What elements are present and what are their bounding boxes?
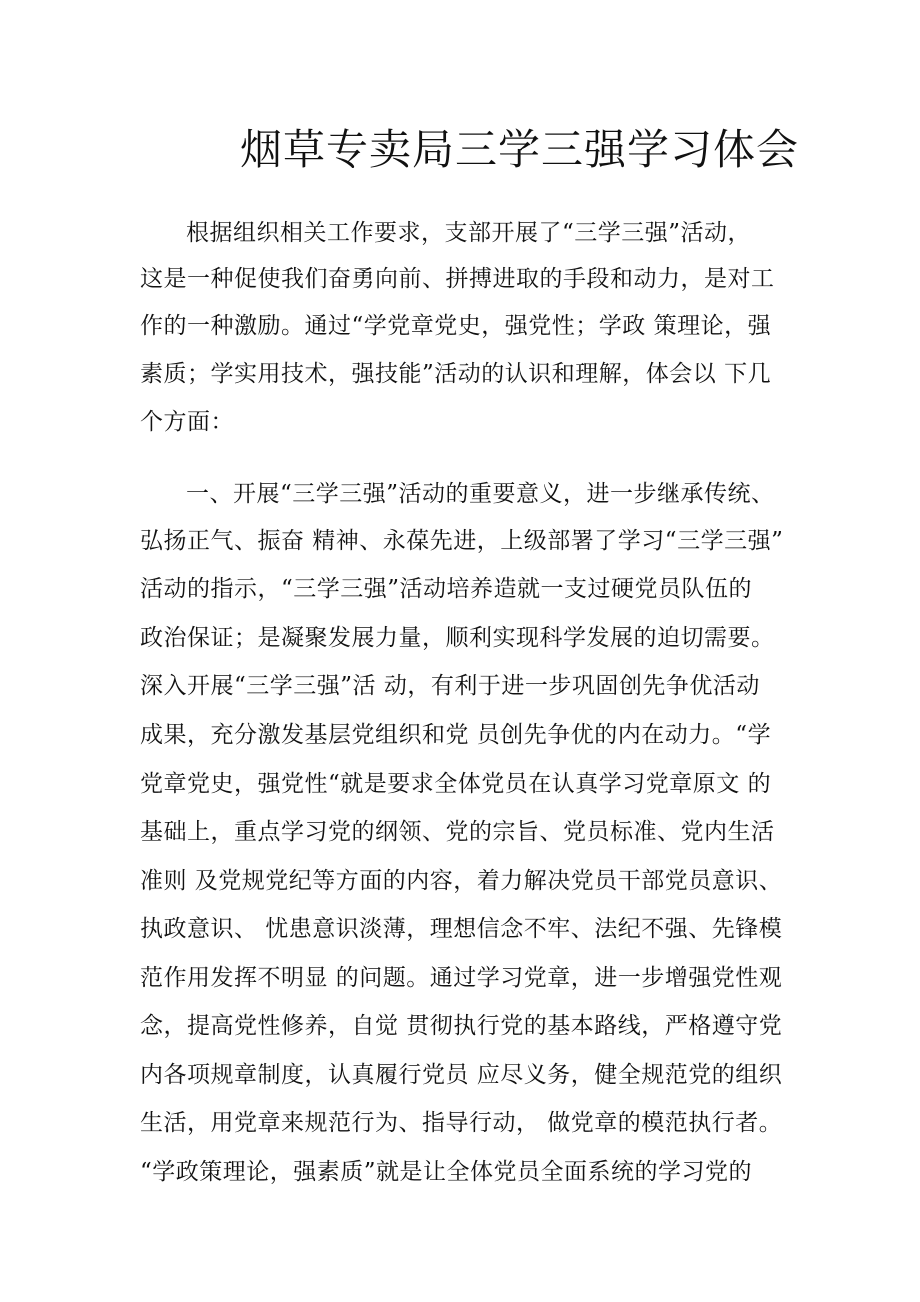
paragraph-line: 深入开展“三学三强”活 动，有利于进一步巩固创先争优活动	[140, 673, 760, 699]
paragraph-line: 范作用发挥不明显 的问题。通过学习党章，进一步增强党性观	[140, 965, 783, 991]
paragraph-line: 弘扬正气、振奋 精神、永葆先进，上级部署了学习“三学三强”	[140, 528, 784, 554]
paragraph-line: 准则 及党规党纪等方面的内容，着力解决党员干部党员意识、	[140, 868, 783, 894]
paragraph-line: 这是一种促使我们奋勇向前、拼搏进取的手段和动力，是对工	[140, 266, 775, 292]
paragraph-line: 念，提高党性修养，自觉 贯彻执行党的基本路线，严格遵守党	[140, 1013, 783, 1039]
paragraph-line: “学政策理论，强素质”就是让全体党员全面系统的学习党的	[140, 1159, 753, 1185]
document-title: 烟草专卖局三学三强学习体会	[240, 125, 800, 174]
paragraph-line: 素质；学实用技术，强技能”活动的认识和理解，体会以 下几	[140, 361, 772, 387]
paragraph-line: 作的一种激励。通过“学党章党史，强党性；学政 策理论，强	[140, 313, 772, 339]
paragraph-line: 活动的指示，“三学三强”活动培养造就一支过硬党员队伍的	[140, 576, 753, 602]
paragraph-line: 成果，充分激发基层党组织和党 员创先争优的内在动力。“学	[140, 722, 772, 748]
paragraph-line: 生活，用党章来规范行为、指导行动， 做党章的模范执行者。	[140, 1110, 783, 1136]
paragraph-line: 党章党史，强党性“就是要求全体党员在认真学习党章原文 的	[140, 771, 772, 797]
paragraph-line: 内各项规章制度，认真履行党员 应尽义务，健全规范党的组织	[140, 1062, 783, 1088]
paragraph-line: 政治保证；是凝聚发展力量，顺利实现科学发展的迫切需要。	[140, 625, 775, 651]
paragraph-line: 执政意识、 忧患意识淡薄，理想信念不牢、法纪不强、先锋模	[140, 916, 783, 942]
paragraph-line: 基础上，重点学习党的纲领、党的宗旨、党员标准、党内生活	[140, 819, 775, 845]
paragraph-line: 个方面：	[140, 409, 234, 435]
paragraph-line: 根据组织相关工作要求，支部开展了“三学三强”活动，	[186, 220, 752, 246]
paragraph-line: 一、开展“三学三强”活动的重要意义，进一步继承传统、	[186, 481, 775, 507]
